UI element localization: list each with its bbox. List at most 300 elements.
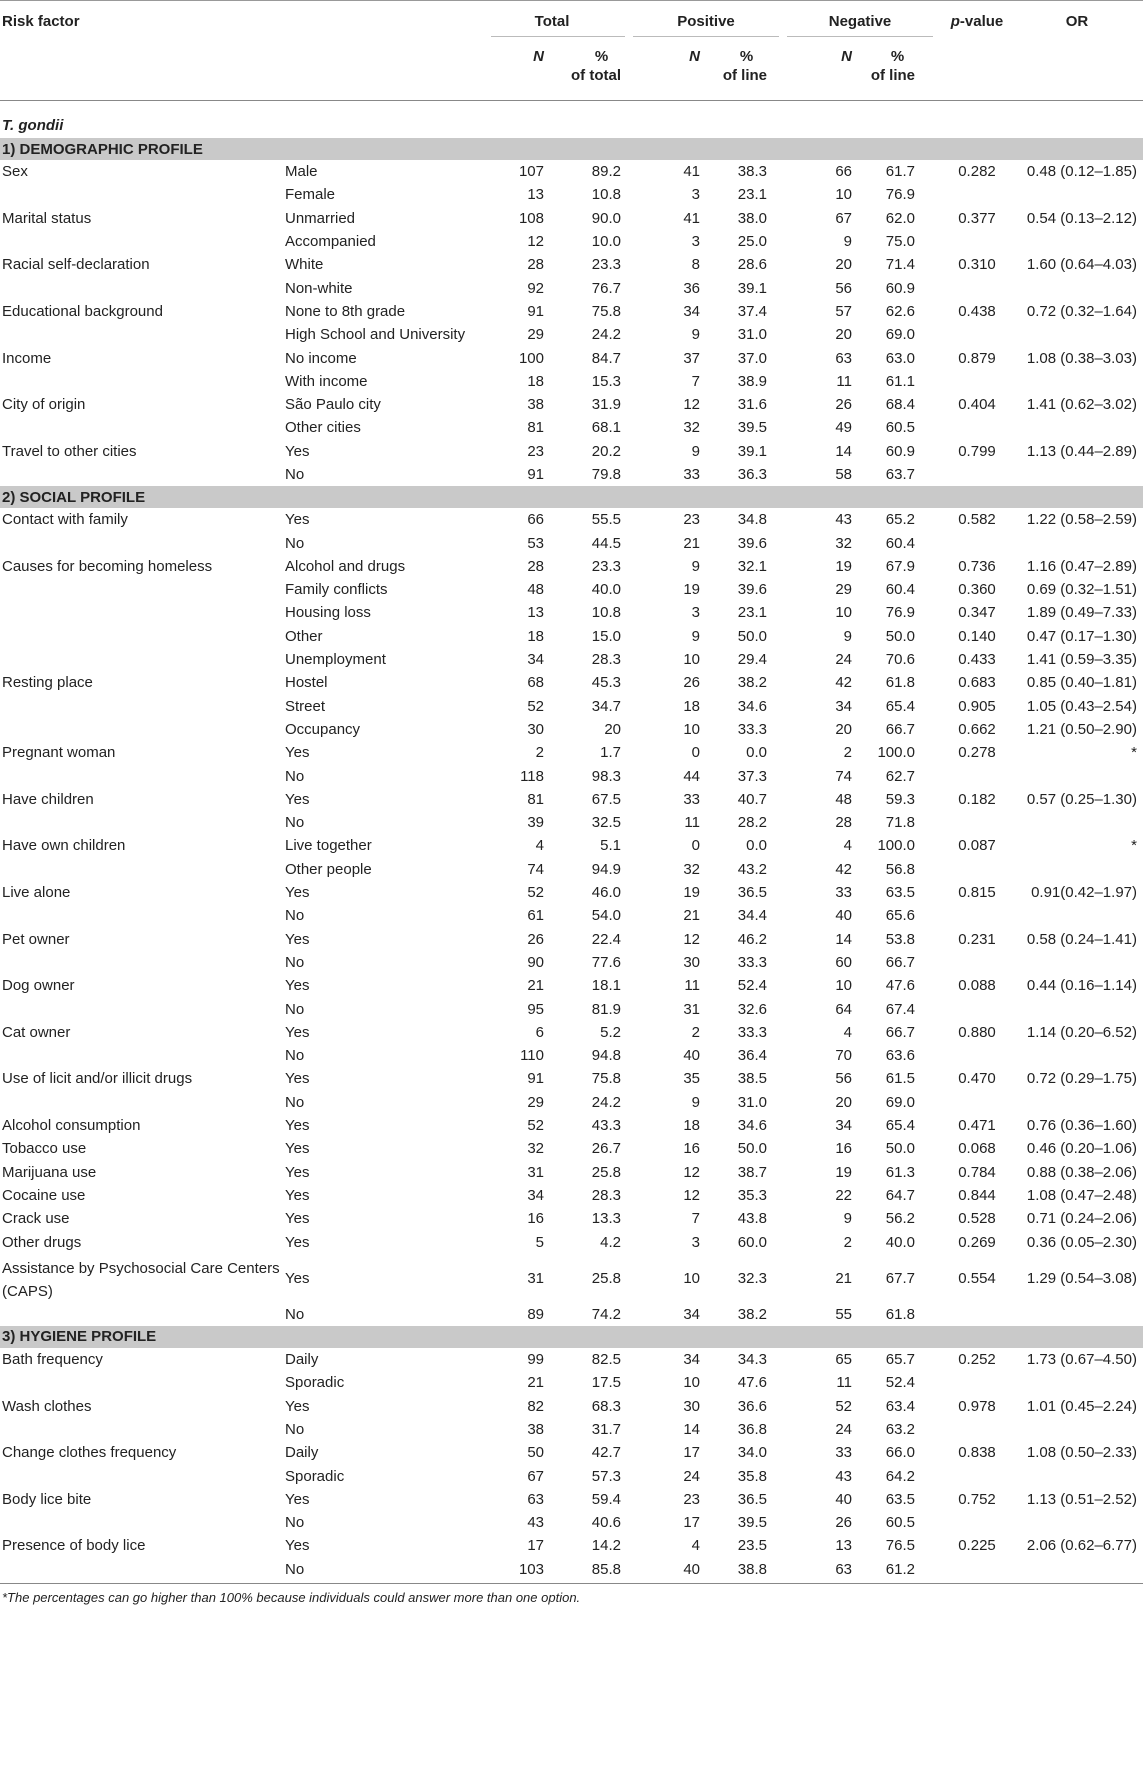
- positive-n-cell: 32: [683, 419, 700, 437]
- positive-n-cell: 10: [683, 720, 700, 738]
- header-positive-label: Positive: [677, 13, 735, 30]
- total-pct-cell: 18.1: [591, 977, 621, 995]
- table-row: [0, 788, 1143, 811]
- table-row: [0, 1558, 1143, 1581]
- or-cell: 0.76 (0.36–1.60): [1026, 1117, 1137, 1135]
- positive-pct-cell: 38.9: [737, 372, 767, 390]
- or-cell: [1017, 858, 1143, 881]
- positive-n-cell: 7: [691, 1210, 700, 1228]
- level-cell: White: [285, 256, 324, 274]
- table-row: [0, 276, 1143, 299]
- negative-n-cell: 4: [843, 837, 852, 855]
- negative-pct-cell: 47.6: [885, 977, 915, 995]
- positive-pct-cell: 35.8: [737, 1467, 767, 1485]
- positive-pct-cell: 33.3: [737, 1023, 767, 1041]
- total-n-cell: 29: [527, 326, 544, 344]
- positive-pct-cell: 31.6: [737, 396, 767, 414]
- negative-n-cell: 70: [835, 1047, 852, 1065]
- table-row: [0, 463, 1143, 486]
- pvalue-cell: 0.799: [958, 442, 996, 460]
- pvalue-cell: [937, 370, 1017, 393]
- risk-factor-cell: [0, 1091, 285, 1114]
- pvalue-cell: [937, 1303, 1017, 1326]
- level-cell: Yes: [285, 1537, 310, 1555]
- level-cell: No: [285, 534, 305, 552]
- negative-n-cell: 63: [835, 349, 852, 367]
- positive-pct-cell: 37.0: [737, 349, 767, 367]
- pvalue-cell: [937, 531, 1017, 554]
- positive-pct-cell: 34.6: [737, 1117, 767, 1135]
- table-footnote: *The percentages can go higher than 100% because individuals could answer more than one option.: [0, 1583, 1143, 1605]
- level-cell: Yes: [285, 1269, 310, 1287]
- negative-pct-cell: 69.0: [885, 326, 915, 344]
- table-row: [0, 834, 1143, 857]
- pvalue-cell: [937, 416, 1017, 439]
- total-n-cell: 23: [527, 442, 544, 460]
- negative-pct-cell: 61.2: [885, 1560, 915, 1578]
- negative-n-cell: 33: [835, 1444, 852, 1462]
- positive-n-cell: 30: [683, 953, 700, 971]
- pvalue-cell: [937, 1091, 1017, 1114]
- pvalue-cell: [937, 1511, 1017, 1534]
- total-pct-cell: 24.2: [591, 326, 621, 344]
- negative-n-cell: 34: [835, 1117, 852, 1135]
- or-cell: 0.54 (0.13–2.12): [1026, 209, 1137, 227]
- risk-factor-cell: [0, 370, 285, 393]
- section-header-row: [0, 486, 1143, 508]
- negative-pct-cell: 65.6: [885, 907, 915, 925]
- negative-n-cell: 56: [835, 1070, 852, 1088]
- positive-pct-cell: 36.4: [737, 1047, 767, 1065]
- negative-pct-cell: 65.2: [885, 511, 915, 529]
- negative-pct-cell: 60.4: [885, 534, 915, 552]
- section-header-row: [0, 138, 1143, 160]
- total-n-cell: 13: [527, 186, 544, 204]
- risk-factor-cell: [0, 416, 285, 439]
- negative-pct-cell: 61.5: [885, 1070, 915, 1088]
- total-pct-cell: 20.2: [591, 442, 621, 460]
- level-cell: Daily: [285, 1351, 319, 1369]
- total-pct-cell: 74.2: [591, 1305, 621, 1323]
- total-n-cell: 91: [527, 466, 544, 483]
- table-row: [0, 160, 1143, 183]
- risk-factor-cell: Crack use: [2, 1210, 70, 1228]
- total-n-cell: 2: [535, 744, 544, 762]
- negative-n-cell: 40: [835, 907, 852, 925]
- section-title: 2) SOCIAL PROFILE: [0, 486, 1143, 508]
- header-total-pct-sub: of total: [571, 66, 621, 84]
- negative-pct-cell: 65.4: [885, 1117, 915, 1135]
- negative-n-cell: 10: [835, 977, 852, 995]
- pvalue-cell: [937, 904, 1017, 927]
- table-row: [0, 1207, 1143, 1230]
- positive-pct-cell: 39.6: [737, 534, 767, 552]
- negative-n-cell: 11: [836, 1374, 852, 1392]
- pvalue-cell: 0.231: [958, 930, 996, 948]
- section-title: 3) HYGIENE PROFILE: [0, 1326, 1143, 1348]
- risk-factor-cell: [0, 1418, 285, 1441]
- pvalue-cell: [937, 323, 1017, 346]
- risk-factor-cell: Pet owner: [2, 930, 70, 948]
- positive-pct-cell: 36.6: [737, 1397, 767, 1415]
- or-cell: [1017, 370, 1143, 393]
- pvalue-cell: [937, 1044, 1017, 1067]
- negative-n-cell: 49: [835, 419, 852, 437]
- negative-n-cell: 29: [835, 581, 852, 599]
- level-cell: No: [285, 1420, 305, 1438]
- total-n-cell: 4: [535, 837, 544, 855]
- or-cell: [1017, 463, 1143, 486]
- pvalue-cell: 0.278: [958, 744, 996, 762]
- positive-pct-cell: 38.2: [737, 674, 767, 692]
- positive-n-cell: 0: [691, 744, 700, 762]
- positive-n-cell: 40: [683, 1560, 700, 1578]
- negative-pct-cell: 66.7: [885, 720, 915, 738]
- or-cell: [1017, 416, 1143, 439]
- level-cell: Yes: [285, 977, 310, 995]
- total-pct-cell: 25.8: [591, 1163, 621, 1181]
- positive-n-cell: 10: [683, 1269, 700, 1287]
- total-pct-cell: 23.3: [591, 256, 621, 274]
- total-n-cell: 43: [527, 1514, 544, 1532]
- pvalue-cell: [937, 1464, 1017, 1487]
- total-pct-cell: 68.1: [591, 419, 621, 437]
- table-row: [0, 1254, 1143, 1303]
- or-cell: 0.85 (0.40–1.81): [1026, 674, 1137, 692]
- header-total-label: Total: [534, 13, 570, 30]
- negative-pct-cell: 63.5: [885, 884, 915, 902]
- positive-pct-cell: 25.0: [737, 233, 767, 251]
- risk-factor-cell: [0, 904, 285, 927]
- pvalue-cell: [937, 764, 1017, 787]
- level-cell: Yes: [285, 930, 310, 948]
- header-positive-pct: [706, 39, 783, 101]
- header-positive: [629, 1, 783, 39]
- table-row: [0, 1303, 1143, 1326]
- level-cell: High School and University: [285, 326, 466, 344]
- pvalue-cell: 0.068: [958, 1140, 996, 1158]
- table-row: [0, 1230, 1143, 1253]
- negative-pct-cell: 53.8: [885, 930, 915, 948]
- risk-factor-cell: [0, 1371, 285, 1394]
- level-cell: Accompanied: [285, 233, 376, 251]
- risk-factor-cell: Use of licit and/or illicit drugs: [2, 1070, 193, 1088]
- negative-n-cell: 67: [835, 209, 852, 227]
- risk-factor-cell: Presence of body lice: [2, 1537, 146, 1555]
- positive-pct-cell: 29.4: [737, 651, 767, 669]
- or-cell: 1.60 (0.64–4.03): [1026, 256, 1137, 274]
- risk-factor-cell: [0, 183, 285, 206]
- total-pct-cell: 79.8: [591, 466, 621, 483]
- organism-label: T. gondii: [2, 117, 64, 134]
- level-cell: Yes: [285, 884, 310, 902]
- total-pct-cell: 89.2: [591, 163, 621, 181]
- positive-n-cell: 34: [683, 1305, 700, 1323]
- pvalue-cell: 0.470: [958, 1070, 996, 1088]
- or-cell: 0.69 (0.32–1.51): [1026, 581, 1137, 599]
- positive-pct-cell: 60.0: [737, 1233, 767, 1251]
- table-row: [0, 300, 1143, 323]
- total-pct-cell: 10.0: [591, 233, 621, 251]
- negative-pct-cell: 100.0: [877, 744, 915, 762]
- total-pct-cell: 90.0: [591, 209, 621, 227]
- table-row: [0, 1371, 1143, 1394]
- table-row: [0, 1464, 1143, 1487]
- negative-pct-cell: 63.4: [885, 1397, 915, 1415]
- total-n-cell: 74: [527, 860, 544, 878]
- positive-pct-cell: 39.6: [737, 581, 767, 599]
- risk-factor-cell: [0, 463, 285, 486]
- header-row-groups: [0, 1, 1143, 39]
- negative-pct-cell: 61.1: [885, 372, 915, 390]
- total-pct-cell: 32.5: [591, 814, 621, 832]
- risk-factor-cell: [0, 531, 285, 554]
- or-cell: 0.48 (0.12–1.85): [1026, 163, 1137, 181]
- pvalue-cell: 0.088: [958, 977, 996, 995]
- or-cell: [1017, 1303, 1143, 1326]
- level-cell: No: [285, 953, 305, 971]
- or-cell: 1.08 (0.47–2.48): [1026, 1186, 1137, 1204]
- table-row: [0, 555, 1143, 578]
- total-pct-cell: 76.7: [591, 279, 621, 297]
- pvalue-cell: 0.880: [958, 1023, 996, 1041]
- table-row: [0, 207, 1143, 230]
- positive-pct-cell: 35.3: [737, 1186, 767, 1204]
- negative-pct-cell: 70.6: [885, 651, 915, 669]
- positive-pct-cell: 38.8: [737, 1560, 767, 1578]
- or-cell: [1017, 531, 1143, 554]
- negative-pct-cell: 60.5: [885, 1514, 915, 1532]
- positive-pct-cell: 23.1: [737, 604, 767, 622]
- total-pct-cell: 5.2: [600, 1023, 621, 1041]
- total-n-cell: 67: [527, 1467, 544, 1485]
- pvalue-cell: 0.879: [958, 349, 996, 367]
- level-cell: Yes: [285, 1023, 310, 1041]
- positive-n-cell: 23: [683, 511, 700, 529]
- positive-n-cell: 41: [683, 209, 700, 227]
- total-n-cell: 29: [527, 1093, 544, 1111]
- positive-pct-cell: 38.0: [737, 209, 767, 227]
- negative-n-cell: 10: [835, 186, 852, 204]
- level-cell: Yes: [285, 790, 310, 808]
- negative-pct-cell: 69.0: [885, 1093, 915, 1111]
- negative-pct-cell: 65.7: [885, 1351, 915, 1369]
- negative-n-cell: 32: [835, 534, 852, 552]
- risk-factor-cell: [0, 1044, 285, 1067]
- or-cell: [1017, 764, 1143, 787]
- pvalue-cell: [937, 858, 1017, 881]
- negative-pct-cell: 61.3: [885, 1163, 915, 1181]
- negative-pct-cell: 67.9: [885, 557, 915, 575]
- positive-pct-cell: 38.7: [737, 1163, 767, 1181]
- total-pct-cell: 28.3: [591, 651, 621, 669]
- or-cell: 1.01 (0.45–2.24): [1026, 1397, 1137, 1415]
- or-cell: 1.08 (0.38–3.03): [1026, 349, 1137, 367]
- table-row: [0, 764, 1143, 787]
- negative-n-cell: 60: [835, 953, 852, 971]
- risk-factor-cell: Other drugs: [2, 1233, 82, 1251]
- level-cell: Yes: [285, 1210, 310, 1228]
- or-cell: [1017, 1558, 1143, 1581]
- negative-pct-cell: 64.7: [885, 1186, 915, 1204]
- negative-n-cell: 20: [835, 1093, 852, 1111]
- total-pct-cell: 68.3: [591, 1397, 621, 1415]
- level-cell: Yes: [285, 1140, 310, 1158]
- header-risk-factor: Risk factor: [2, 13, 80, 30]
- pvalue-cell: 0.225: [958, 1537, 996, 1555]
- or-cell: *: [1131, 837, 1137, 855]
- header-level-blank: [285, 1, 475, 39]
- positive-pct-cell: 36.5: [737, 884, 767, 902]
- positive-pct-cell: 37.4: [737, 302, 767, 320]
- table-row: [0, 1067, 1143, 1090]
- positive-n-cell: 16: [683, 1140, 700, 1158]
- or-cell: 0.88 (0.38–2.06): [1026, 1163, 1137, 1181]
- risk-factor-cell: Bath frequency: [2, 1351, 103, 1369]
- or-cell: [1017, 811, 1143, 834]
- pvalue-cell: 0.815: [958, 884, 996, 902]
- total-pct-cell: 28.3: [591, 1186, 621, 1204]
- or-cell: 1.16 (0.47–2.89): [1026, 557, 1137, 575]
- level-cell: Family conflicts: [285, 581, 388, 599]
- risk-factor-cell: Cat owner: [2, 1023, 71, 1041]
- level-cell: Other: [285, 627, 323, 645]
- total-n-cell: 118: [520, 767, 544, 785]
- negative-pct-cell: 65.4: [885, 697, 915, 715]
- risk-factor-cell: [0, 323, 285, 346]
- or-cell: [1017, 183, 1143, 206]
- risk-factor-cell: Change clothes frequency: [2, 1444, 177, 1462]
- negative-pct-cell: 71.8: [885, 814, 915, 832]
- total-pct-cell: 45.3: [591, 674, 621, 692]
- negative-pct-cell: 66.7: [885, 953, 915, 971]
- total-pct-cell: 10.8: [591, 186, 621, 204]
- negative-n-cell: 19: [835, 557, 852, 575]
- total-pct-cell: 14.2: [591, 1537, 621, 1555]
- risk-factor-cell: Wash clothes: [2, 1397, 92, 1415]
- positive-n-cell: 32: [683, 860, 700, 878]
- total-n-cell: 16: [527, 1210, 544, 1228]
- negative-pct-cell: 56.8: [885, 860, 915, 878]
- risk-factor-cell: Contact with family: [2, 511, 128, 529]
- total-n-cell: 13: [527, 604, 544, 622]
- header-negative-pct-sym: %: [890, 47, 905, 65]
- total-n-cell: 89: [527, 1305, 544, 1323]
- table-body: [0, 101, 1143, 1581]
- positive-pct-cell: 46.2: [737, 930, 767, 948]
- header-sub-blank-4: [1017, 39, 1143, 101]
- negative-n-cell: 10: [835, 604, 852, 622]
- table-row: [0, 741, 1143, 764]
- or-cell: 1.21 (0.50–2.90): [1026, 720, 1137, 738]
- header-negative-pct: [860, 39, 937, 101]
- negative-n-cell: 64: [835, 1000, 852, 1018]
- total-pct-cell: 77.6: [591, 953, 621, 971]
- negative-pct-cell: 61.7: [885, 163, 915, 181]
- header-negative-pct-sub: of line: [870, 66, 915, 84]
- or-cell: 1.29 (0.54–3.08): [1026, 1269, 1137, 1287]
- risk-factor-cell: [0, 858, 285, 881]
- pvalue-cell: [937, 997, 1017, 1020]
- or-cell: 0.72 (0.29–1.75): [1026, 1070, 1137, 1088]
- table-row: [0, 648, 1143, 671]
- total-pct-cell: 1.7: [600, 744, 621, 762]
- or-cell: 1.73 (0.67–4.50): [1026, 1351, 1137, 1369]
- negative-pct-cell: 63.7: [885, 466, 915, 483]
- level-cell: Yes: [285, 1490, 310, 1508]
- positive-pct-cell: 32.1: [737, 557, 767, 575]
- header-pvalue-p: p: [950, 13, 960, 30]
- positive-n-cell: 11: [684, 814, 700, 832]
- negative-n-cell: 42: [835, 674, 852, 692]
- positive-n-cell: 21: [683, 534, 700, 552]
- total-pct-cell: 67.5: [591, 790, 621, 808]
- positive-n-cell: 3: [691, 604, 700, 622]
- header-positive-rule: [633, 36, 779, 37]
- negative-n-cell: 9: [843, 233, 852, 251]
- pvalue-cell: 0.784: [958, 1163, 996, 1181]
- or-cell: [1017, 1371, 1143, 1394]
- or-cell: [1017, 904, 1143, 927]
- total-pct-cell: 15.0: [591, 627, 621, 645]
- positive-n-cell: 34: [683, 1351, 700, 1369]
- level-cell: Daily: [285, 1444, 319, 1462]
- total-n-cell: 32: [527, 1140, 544, 1158]
- header-row-sub: [0, 39, 1143, 101]
- risk-factor-cell: [0, 601, 285, 624]
- risk-factor-cell: [0, 648, 285, 671]
- negative-n-cell: 2: [843, 1233, 852, 1251]
- positive-pct-cell: 39.1: [737, 442, 767, 460]
- negative-pct-cell: 63.5: [885, 1490, 915, 1508]
- positive-n-cell: 19: [683, 884, 700, 902]
- negative-n-cell: 34: [835, 697, 852, 715]
- table-row: [0, 951, 1143, 974]
- negative-pct-cell: 63.6: [885, 1047, 915, 1065]
- positive-pct-cell: 0.0: [746, 837, 767, 855]
- total-n-cell: 81: [527, 790, 544, 808]
- risk-factor-cell: [0, 1558, 285, 1581]
- table-row: [0, 811, 1143, 834]
- total-n-cell: 39: [527, 814, 544, 832]
- section-header-row: [0, 1326, 1143, 1348]
- level-cell: Alcohol and drugs: [285, 557, 406, 575]
- total-n-cell: 95: [527, 1000, 544, 1018]
- total-n-cell: 38: [527, 1420, 544, 1438]
- positive-n-cell: 33: [683, 790, 700, 808]
- risk-factor-cell: [0, 1464, 285, 1487]
- total-pct-cell: 85.8: [591, 1560, 621, 1578]
- pvalue-cell: 0.471: [958, 1117, 996, 1135]
- or-cell: [1017, 1091, 1143, 1114]
- risk-factor-cell: [0, 1511, 285, 1534]
- negative-pct-cell: 59.3: [885, 790, 915, 808]
- positive-n-cell: 24: [683, 1467, 700, 1485]
- table-row: [0, 1511, 1143, 1534]
- level-cell: Yes: [285, 1233, 310, 1251]
- pvalue-cell: 0.438: [958, 302, 996, 320]
- table-row: [0, 1418, 1143, 1441]
- table-row: [0, 718, 1143, 741]
- negative-n-cell: 40: [835, 1490, 852, 1508]
- negative-pct-cell: 61.8: [885, 674, 915, 692]
- header-pvalue-rest: -value: [959, 13, 1004, 30]
- or-cell: [1017, 1511, 1143, 1534]
- table-row: [0, 1114, 1143, 1137]
- negative-pct-cell: 75.0: [885, 233, 915, 251]
- positive-n-cell: 3: [691, 233, 700, 251]
- positive-n-cell: 17: [683, 1514, 700, 1532]
